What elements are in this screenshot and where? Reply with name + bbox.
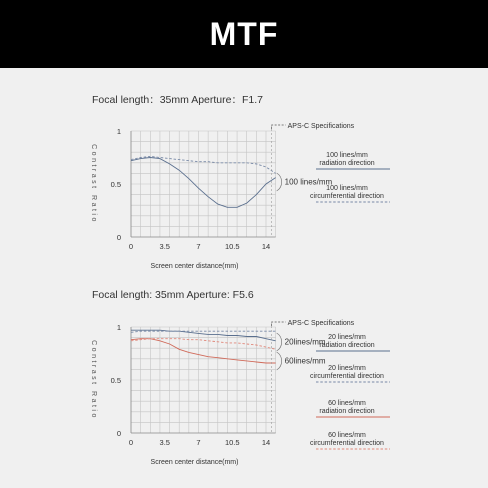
aps-c-bracket (272, 125, 286, 129)
x-tick-label: 3.5 (159, 242, 170, 251)
legend-text: circumferential direction (310, 373, 384, 380)
chart-title: Focal length: 35mm Aperture: F5.6 (92, 289, 254, 301)
aps-c-bracket (272, 322, 286, 326)
y-tick-label: 1 (116, 127, 121, 136)
legend-text: 60 lines/mm (328, 432, 366, 439)
label-brace (277, 173, 282, 191)
aps-c-label: APS-C Specifications (287, 123, 355, 130)
series-line (131, 339, 276, 350)
y-tick-label: 0 (116, 429, 121, 438)
line-label: 60lines/mm (284, 356, 326, 366)
legend-text: 20 lines/mm (328, 334, 366, 341)
y-tick-label: 0 (116, 233, 121, 242)
legend-text: radiation direction (319, 408, 375, 415)
legend-text: 20 lines/mm (328, 365, 366, 372)
x-tick-label: 10.5 (224, 242, 240, 251)
label-brace (277, 333, 282, 351)
y-tick-label: 0.5 (110, 180, 121, 189)
x-tick-label: 7 (196, 242, 201, 251)
legend-text: 100 lines/mm (326, 185, 368, 192)
mtf-chart-2 (90, 289, 390, 466)
y-axis-label: Contrast Ratio (90, 340, 97, 420)
chart-title: Focal length：35mm Aperture：F1.7 (92, 94, 263, 106)
x-axis-label: Screen center distance(mm) (150, 459, 239, 466)
series-line (131, 339, 276, 363)
x-tick-label: 10.5 (224, 438, 240, 447)
legend-text: radiation direction (319, 342, 375, 349)
label-brace (277, 352, 282, 370)
mtf-chart-1 (90, 94, 390, 270)
y-tick-label: 1 (116, 323, 121, 332)
x-tick-label: 0 (128, 438, 134, 447)
line-label: 20lines/mm (284, 337, 326, 347)
legend-text: circumferential direction (310, 193, 384, 200)
x-tick-label: 14 (261, 438, 271, 447)
x-axis-label: Screen center distance(mm) (150, 263, 239, 270)
y-tick-label: 0.5 (110, 376, 121, 385)
x-tick-label: 0 (128, 242, 134, 251)
x-tick-label: 14 (261, 242, 271, 251)
y-axis-label: Contrast Ratio (90, 144, 97, 224)
legend-text: radiation direction (319, 160, 375, 167)
series-line (131, 331, 276, 332)
legend-text: circumferential direction (310, 440, 384, 447)
x-tick-label: 7 (196, 438, 201, 447)
x-tick-label: 3.5 (159, 438, 170, 447)
series-line (131, 156, 276, 173)
grid (131, 327, 276, 433)
series-line (131, 158, 276, 208)
page-title: MTF (209, 16, 279, 52)
legend-text: 60 lines/mm (328, 400, 366, 407)
line-label: 100 lines/mm (284, 177, 333, 187)
legend-text: 100 lines/mm (326, 152, 368, 159)
aps-c-label: APS-C Specifications (287, 320, 355, 327)
grid (131, 131, 276, 237)
